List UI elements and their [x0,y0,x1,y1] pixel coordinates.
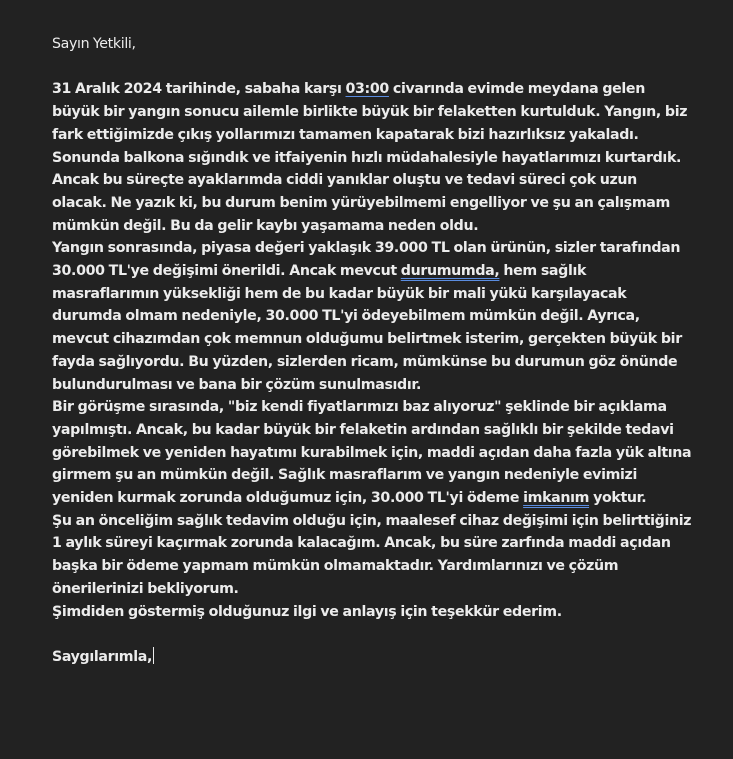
paragraph-meeting-text-start: Bir görüşme sırasında, "biz kendi fiyatlarımızı baz alıyoruz" şeklinde bir açıklama yapılmıştı. Ancak, bu kadar büyük bir felaketin ardından sağlıklı bir şekilde tedavi görebilmek ve yeniden hayatımı kurabilmek için, maddi açıdan daha fazla yük altına girmem şu an mümkün değil. Sağlık masraflarım ve yangın nedeniyle evimizi yeniden kurmak zorunda olduğumuz için, 30.000 TL'yi ödeme [52,399,692,507]
paragraph-offer-text-end: hem sağlık masraflarımın yüksekliği hem de bu kadar büyük bir mali yükü karşılayacak durumda olmam nedeniyle, 30.000 TL'yi ödeyebilmem mümkün değil. Ayrıca, mevcut cihazımdan çok memnun olduğumu belirtmek isterim, gerçekten büyük bir fayda sağlıyordu. Bu yüzden, sizlerden ricam, mümkünse bu durumun göz önünde bulundurulması ve bana bir çözüm sunulmasıdır. [52,263,682,393]
paragraph-thanks: Şimdiden göstermiş olduğunuz ilgi ve anlayış için teşekkür ederim. [52,603,562,620]
spellcheck-flagged-word-imkanim[interactable]: imkanım [523,490,590,507]
paragraph-incident-text-end: civarında evimde meydana gelen büyük bir yangın sonucu ailemle birlikte büyük bir felaketten kurtulduk. Yangın, biz fark ettiğimizde çıkış yollarımızı tamamen kapatarak bizi hazırlıksız yakaladı. Sonunda balkona sığındık ve itfaiyenin hızlı müdahalesiyle hayatlarımızı kurtardık. Ancak bu süreçte ayaklarımda ciddi yanıklar oluştu ve tedavi süreci çok uzun olacak. Ne yazık ki, bu durum benim yürüyebilmemi engelliyor ve şu an çalışmam mümkün değil. Bu da gelir kaybı yaşamama neden oldu. [52,81,688,234]
greeting-line: Sayın Yetkili, [52,36,136,52]
text-cursor [153,647,154,664]
letter-body[interactable] [52,33,692,669]
spellcheck-flagged-word-durumumda[interactable]: durumumda, [400,263,500,280]
paragraph-priority: Şu an önceliğim sağlık tedavim olduğu için, maalesef cihaz değişimi için belirttiğiniz 1 aylık süreyi kaçırmak zorunda kalacağım. Ancak, bu süre zarfında maddi açıdan başka bir ödeme yapmam mümkün olmamaktadır. Yardımlarınızı ve çözüm önerilerinizi bekliyorum. [52,512,692,597]
paragraph-meeting [52,396,692,510]
paragraph-offer-text-start: Yangın sonrasında, piyasa değeri yaklaşık 39.000 TL olan ürünün, sizler tarafından 30.000 TL'ye değişimi önerildi. Ancak mevcut [52,240,681,280]
incident-time: 03:00 [345,81,389,98]
paragraph-incident-text-start: 31 Aralık 2024 tarihinde, sabaha karşı [52,81,346,98]
paragraph-offer [52,237,692,396]
closing-text: Saygılarımla, [52,648,152,665]
paragraph-incident [52,78,692,237]
closing-line [52,646,692,669]
paragraph-meeting-text-end: yoktur. [589,490,647,507]
